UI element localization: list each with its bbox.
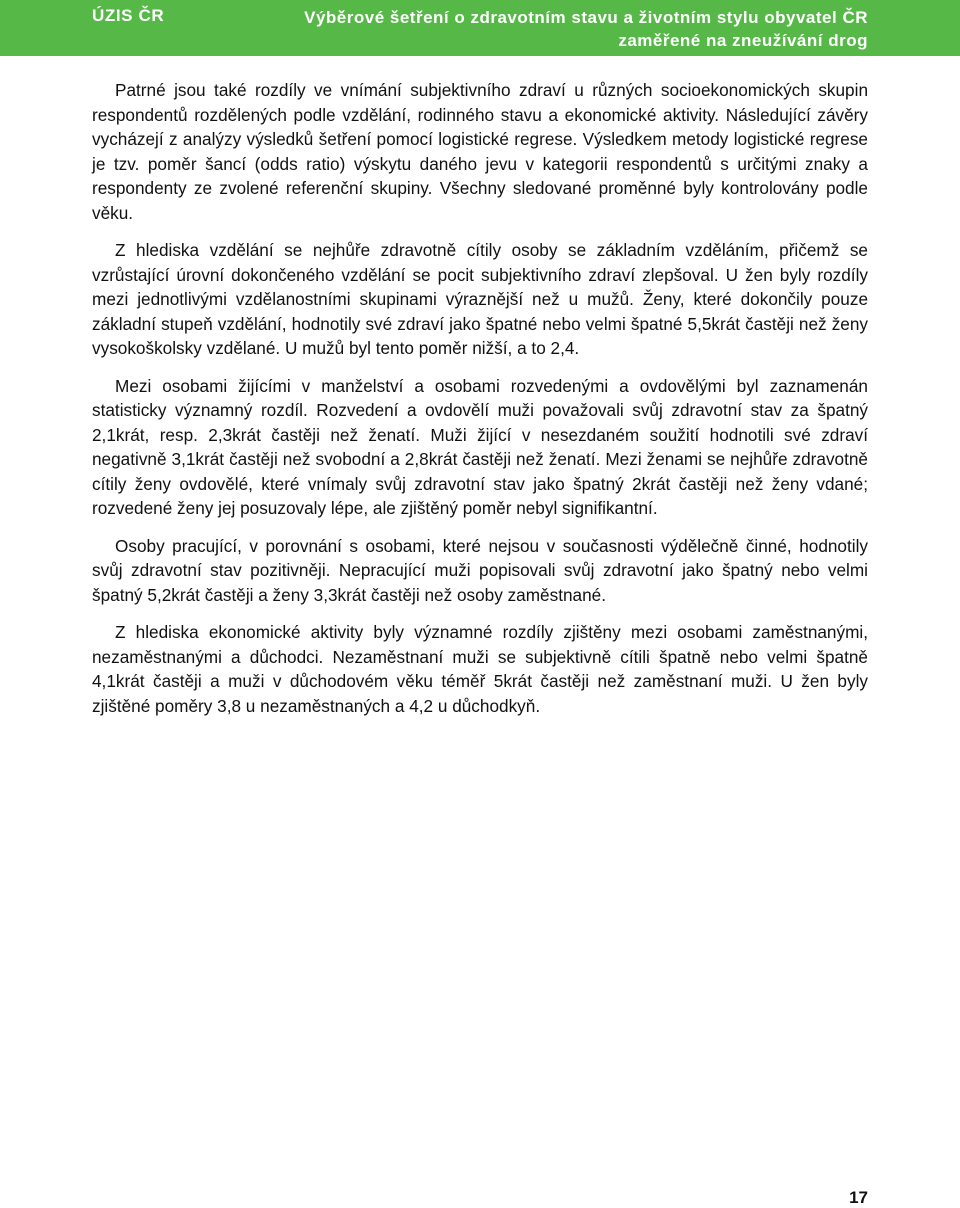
page-number: 17 (849, 1188, 868, 1207)
paragraph-employment: Osoby pracující, v porovnání s osobami, které nejsou v současnosti výdělečně činné, hodnotily svůj zdravotní stav pozitivněji. Nepracující muži popisovali svůj zdravotní jako špatný nebo velmi špatný 5,2krát častěji a ženy 3,3krát častěji než osoby zaměstnané. (92, 535, 868, 605)
document-body (92, 78, 868, 731)
header-publication-title (304, 6, 868, 52)
header-title-line-2: zaměřené na zneužívání drog (618, 31, 868, 50)
paragraph-education: Z hlediska vzdělání se nejhůře zdravotně cítily osoby se základním vzděláním, přičemž se vzrůstající úrovní dokončeného vzdělání se pocit subjektivního zdraví zlepšoval. U žen byly rozdíly mezi jednotlivými vzdělanostními skupinami výraznější než u mužů. Ženy, které dokončily pouze základní stupeň vzdělání, hodnotily své zdraví jako špatné nebo velmi špatné 5,5krát častěji než ženy vysokoškolsky vzdělané. U mužů byl tento poměr nižší, a to 2,4. (92, 240, 868, 358)
page-header-bar (0, 0, 960, 56)
paragraph-economic-activity: Z hlediska ekonomické aktivity byly významné rozdíly zjištěny mezi osobami zaměstnanými, nezaměstnanými a důchodci. Nezaměstnaní muži se subjektivně cítili špatně nebo velmi špatně 4,1krát častěji a muži v důchodovém věku téměř 5krát častěji než zaměstnaní muži. U žen byly zjištěné poměry 3,8 u nezaměstnaných a 4,2 u důchodkyň. (92, 622, 868, 716)
header-title-line-1: Výběrové šetření o zdravotním stavu a životním stylu obyvatel ČR (304, 8, 868, 27)
paragraph-marital-status: Mezi osobami žijícími v manželství a osobami rozvedenými a ovdovělými byl zaznamenán statisticky významný rozdíl. Rozvedení a ovdovělí muži považovali svůj zdravotní stav za špatný 2,1krát, resp. 2,3krát častěji než ženatí. Muži žijící v nesezdaném soužití hodnotili své zdraví negativně 3,1krát častěji než svobodní a 2,8krát častěji než ženatí. Mezi ženami se nejhůře zdravotně cítily ženy ovdovělé, které vnímaly svůj zdravotní stav jako špatný 2krát častěji než ženy vdané; rozvedené ženy jej posuzovaly lépe, ale zjištěný poměr nebyl signifikantní. (92, 375, 868, 518)
paragraph-socioeconomic-intro: Patrné jsou také rozdíly ve vnímání subjektivního zdraví u různých socioekonomických skupin respondentů rozdělených podle vzdělání, rodinného stavu a ekonomické aktivity. Následující závěry vycházejí z analýzy výsledků šetření pomocí logistické regrese. Výsledkem metody logistické regrese je tzv. poměr šancí (odds ratio) výskytu daného jevu v kategorii respondentů s určitými znaky a respondenty ze zvolené referenční skupiny. Všechny sledované proměnné byly kontrolovány podle věku. (92, 80, 868, 223)
header-organization: ÚZIS ČR (92, 6, 165, 25)
